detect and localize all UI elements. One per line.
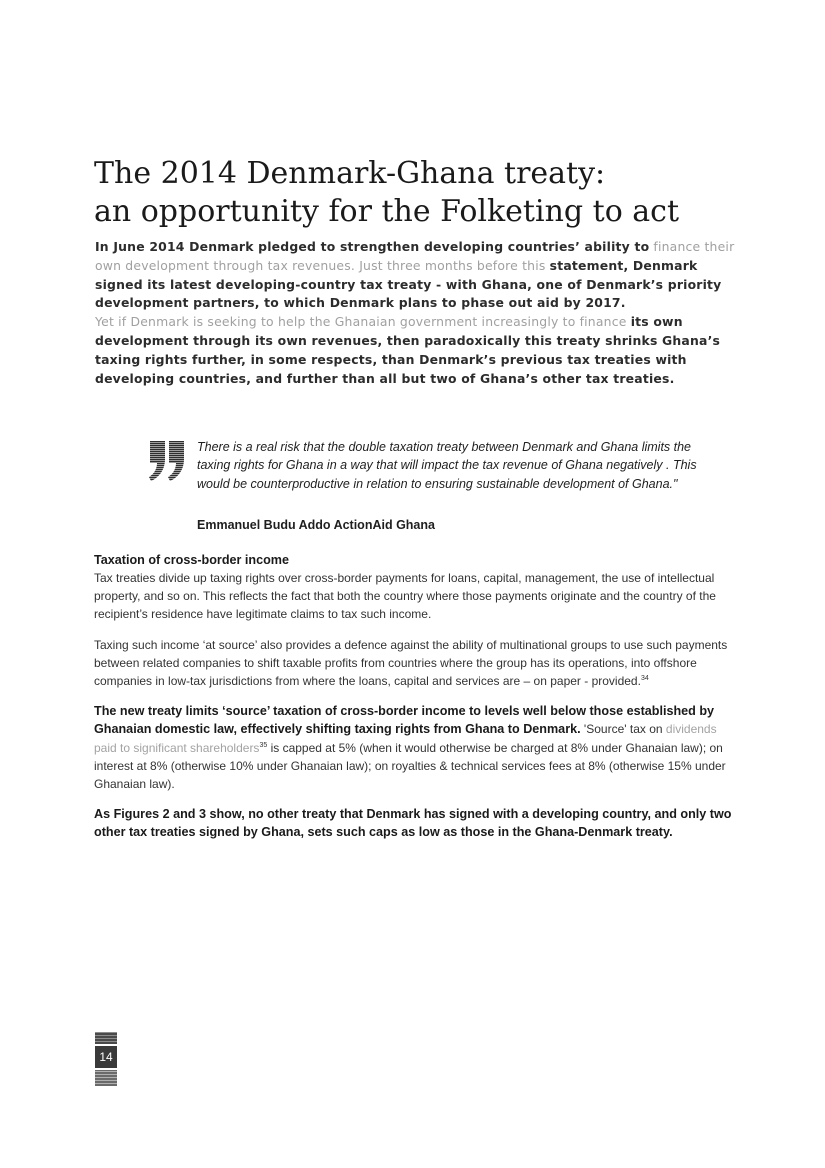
page-number: 14	[95, 1046, 117, 1068]
title-line-2: an opportunity for the Folketing to act	[94, 194, 680, 229]
intro-p1-a: In June 2014 Denmark pledged to strengthen developing countries’ ability to	[95, 239, 650, 254]
body-paragraph-1: Tax treaties divide up taxing rights over cross-border payments for loans, capital, management, the use of intellectual property, and so on. This reflects the fact that both the country where those payments originate and the country of the recipient’s residence have legitimate claims to tax such income.	[94, 571, 716, 622]
page-title	[94, 155, 774, 231]
page-number-tab	[95, 1032, 117, 1086]
footnote-ref-35: 35	[259, 741, 268, 749]
page-tab-stripe-top	[95, 1032, 117, 1044]
quotation-mark-icon	[148, 439, 188, 483]
body-p3-rest-b: is capped at 5% (when it would otherwise be charged at 8% under Ghanaian law); on interest at 8% (otherwise 10% under Ghanaian law); on royalties & technical services fees at 8% (otherwise 15% under Ghanaian law).	[94, 740, 726, 792]
pull-quote	[148, 439, 728, 539]
intro-p1-b: finance their own development through tax revenues. Just three months before this	[95, 239, 735, 273]
intro-p1-c: statement, Denmark signed its latest developing-country tax treaty - with Ghana, one of Denmark’s priority development partners, to which Denmark plans to phase out aid by 2017.	[95, 257, 722, 311]
body-paragraph-4: As Figures 2 and 3 show, no other treaty that Denmark has signed with a developing country, and only two other tax treaties signed by Ghana, sets such caps as low as those in the Ghana-Denmark treaty.	[94, 807, 732, 840]
intro-p2-a: Yet if Denmark is seeking to help the Ghanaian government increasingly to finance	[95, 314, 627, 330]
title-line-1: The 2014 Denmark-Ghana treaty:	[94, 156, 606, 191]
page-tab-stripe-bottom	[95, 1070, 117, 1086]
intro-paragraph-1	[95, 238, 735, 313]
body-p3-faint: dividends paid to significant shareholders	[94, 722, 717, 755]
section-heading: Taxation of cross-border income	[94, 553, 290, 567]
footnote-ref-34: 34	[640, 675, 649, 683]
intro-section	[95, 238, 735, 388]
quote-text: There is a real risk that the double taxation treaty between Denmark and Ghana limits the taxing rights for Ghana in a way that will impact the tax revenue of Ghana negatively . This would be counterproductive in relation to ensuring sustainable development of Ghana."	[197, 440, 697, 491]
body-p3-bold: The new treaty limits ‘source’ taxation of cross-border income to levels well below those established by Ghanaian domestic law, effectively shifting taxing rights from Ghana to Denmark.	[94, 704, 715, 737]
body-paragraph-3	[94, 702, 739, 793]
body-paragraph-2	[94, 636, 739, 691]
body-p2-text: Taxing such income ‘at source’ also provides a defence against the ability of multinational groups to use such payments between related companies to shift taxable profits from countries where the group has its operations, into offshore companies in low-tax jurisdictions from where the loans, capital and services are – on paper - provided.	[94, 637, 728, 689]
intro-paragraph-2	[95, 313, 735, 388]
intro-p2-b: its own development through its own revenues, then paradoxically this treaty shrinks Ghana’s taxing rights further, in some respects, than Denmark’s previous tax treaties with developing countries, and further than all but two of Ghana’s other tax treaties.	[95, 314, 721, 386]
main-body	[94, 551, 739, 842]
body-p3-rest-a: 'Source' tax on	[580, 722, 666, 737]
quote-author: Emmanuel Budu Addo ActionAid Ghana	[197, 518, 435, 532]
